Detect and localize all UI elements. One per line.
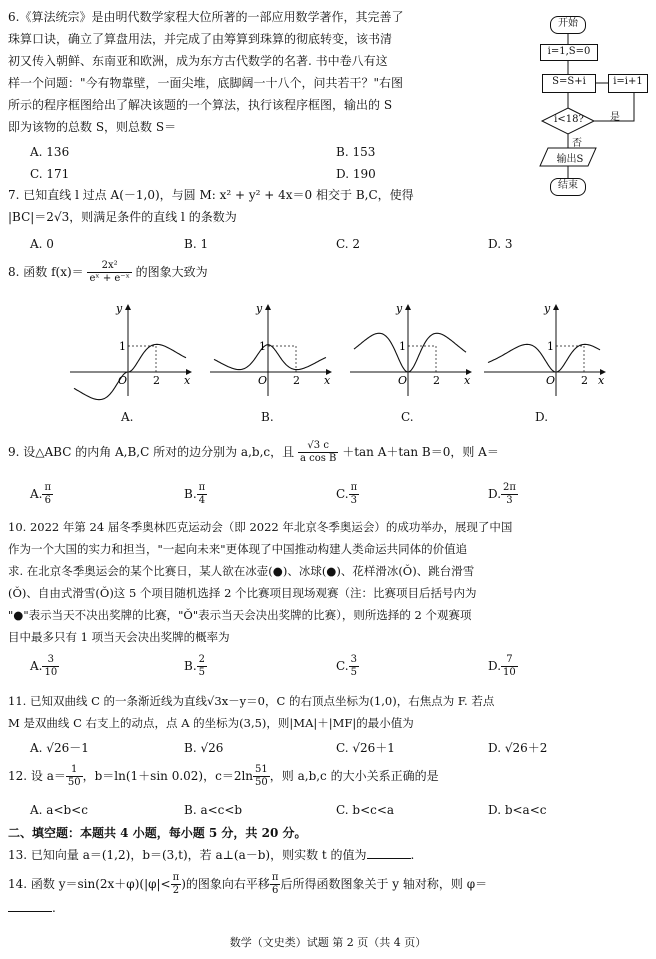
q10-option-d-label: D. [488,659,502,673]
q14-cond-den: 2 [172,885,180,896]
q13-end: . [410,848,415,862]
q10-option-b-label: B. [184,659,197,673]
x-tick-two: 2 [433,374,440,387]
x-axis-label: x [598,374,605,387]
q9-option-c-den: 3 [350,495,358,506]
q6-line: 样一个问题："今有物靠壁，一面尖堆，底脚阔一十八个，问共若干？"右图 [8,76,404,90]
q6-line: 珠算口诀，确立了算盘用法，并完成了由筹算到珠算的彻底转变，该书清 [8,32,393,46]
q14-cond-fraction [171,872,182,897]
q10-option-a[interactable] [30,654,59,679]
q10-options [30,654,630,684]
flowchart-start: 开始 [550,16,586,34]
q12-mid: ，b＝ln(1＋sin 0.02)，c＝2ln [82,769,254,783]
q12-a-num: 1 [66,764,83,777]
question-7 [8,184,414,228]
y-axis-arrow [553,304,559,310]
q11-option-a[interactable]: A. √26－1 [30,741,89,755]
q6-line: 所示的程序框图给出了解决该题的一个算法，执行该程序框图，输出的 S [8,98,393,112]
q8-option-b[interactable]: B. [261,410,274,424]
q7-option-a[interactable]: A. 0 [30,237,54,251]
q8-option-a[interactable]: A. [121,410,134,424]
q10-option-c[interactable] [336,654,359,679]
q12-a-den: 50 [67,777,81,788]
question-10 [8,516,512,648]
flowchart-yes-label: 是 [610,112,620,123]
q10-option-d[interactable] [488,654,518,679]
q12-option-d[interactable]: D. b<a<c [488,803,547,817]
q10-option-c-den: 5 [350,667,357,678]
x-axis-label: x [464,374,471,387]
flowchart [530,8,648,198]
question-11 [8,690,494,734]
flowchart-condition: i<18? [554,114,584,125]
q7-line: 7. 已知直线 l 过点 A(－1,0)，与圆 M: x² + y² + 4x＝0 相交于 B,C，使得 [8,188,414,202]
q9-option-a-label: A. [30,487,43,501]
q9-option-b[interactable] [184,482,207,507]
q6-option-d[interactable]: D. 190 [336,167,376,181]
q6-option-b[interactable]: B. 153 [336,145,376,159]
q9-option-b-num: π [198,482,206,493]
q12-option-a[interactable]: A. a<b<c [30,803,88,817]
question-8 [8,260,208,285]
q14-cond-suffix: ) [181,877,186,891]
q11-option-d[interactable]: D. √26＋2 [488,741,548,755]
q8-option-c[interactable]: C. [401,410,414,424]
q7-option-b[interactable]: B. 1 [184,237,209,251]
x-tick-two: 2 [581,374,588,387]
q14-suffix: 后所得函数图象关于 y 轴对称，则 φ＝ [280,877,488,891]
x-axis-label: x [184,374,191,387]
q14-mid: 的图象向右平移 [185,877,270,891]
q9-option-a[interactable] [30,482,53,507]
q9-option-c-num: π [350,482,358,493]
origin-label: O [398,374,408,387]
q10-line: 目中最多只有 1 项当天会决出奖牌的概率为 [8,630,230,644]
q9-prefix: 9. 设△ABC 的内角 A,B,C 所对的边分别为 a,b,c，且 [8,445,295,459]
q8-curve [354,333,466,372]
y-axis-label: y [116,302,123,315]
origin-label: O [118,374,128,387]
q9-options [30,482,630,512]
q7-option-d[interactable]: D. 3 [488,237,513,251]
q9-option-a-num: π [44,482,52,493]
q10-option-a-den: 10 [44,667,58,678]
q9-suffix: ＋tan A＋tan B＝0，则 A＝ [342,445,499,459]
q13-text: 13. 已知向量 a＝(1,2)，b＝(3,t)，若 a⊥(a－b)，则实数 t 的值为 [8,848,367,862]
q10-option-a-num: 3 [42,654,59,667]
q12-suffix: ，则 a,b,c 的大小关系正确的是 [269,769,439,783]
q12-option-c[interactable]: C. b<c<a [336,803,395,817]
q11-option-c[interactable]: C. √26＋1 [336,741,395,755]
q8-prefix: 8. 函数 f(x)＝ [8,265,84,279]
q12-c-den: 50 [255,777,268,788]
q10-line: 求. 在北京冬季奥运会的某个比赛日，某人欲在冰壶(●)、冰球(●)、花样滑冰(Ǒ)、跳台滑雪 [8,564,475,578]
q14-prefix: 14. 函数 y＝sin(2x＋φ) [8,877,140,891]
q8-graphs [0,300,656,430]
y-tick-one: 1 [119,340,126,353]
y-axis-arrow [265,304,271,310]
q13-answer-blank[interactable] [367,846,411,859]
q12-options [30,800,630,822]
q6-line: 即为该物的总数 S，则总数 S＝ [8,120,177,134]
q9-option-b-label: B. [184,487,197,501]
q10-option-b-num: 2 [198,654,206,665]
q10-line: 作为一个大国的实力和担当，"一起向未来"更体现了中国推动构建人类命运共同体的价值追 [8,542,468,556]
q6-option-c[interactable]: C. 171 [30,167,70,181]
y-axis-label: y [256,302,263,315]
question-14 [8,872,487,919]
question-12 [8,764,439,789]
q8-curve [488,344,600,372]
q12-a-fraction [66,764,83,789]
question-13 [8,844,414,866]
q10-line: "●"表示当天不决出奖牌的比赛，"Ǒ"表示当天会决出奖牌的比赛），则所选择的 2 个观赛项 [8,608,472,622]
flowchart-end: 结束 [550,178,586,196]
origin-label: O [258,374,268,387]
q11-line: M 是双曲线 C 右支上的动点，点 A 的坐标为(3,5)，则|MA|＋|MF|的最小值为 [8,716,414,730]
q11-line: 11. 已知双曲线 C 的一条渐近线为直线√3x－y＝0，C 的右顶点坐标为(1,0)，右焦点为 F. 若点 [8,694,495,708]
q7-options [30,234,630,256]
q10-option-c-label: C. [336,659,349,673]
q9-option-d-label: D. [488,487,502,501]
q10-option-d-den: 10 [503,667,516,678]
y-tick-one: 1 [399,340,406,353]
y-axis-arrow [405,304,411,310]
q6-line: 初又传入朝鲜、东南亚和欧洲，成为东方古代数学的名著. 书中卷八有这 [8,54,388,68]
y-tick-one: 1 [547,340,554,353]
origin-label: O [546,374,556,387]
q8-den: eˣ + e⁻ˣ [89,273,130,284]
q8-curve [214,345,326,370]
page-footer: 数学（文史类）试题 第 2 页（共 4 页） [229,936,427,949]
q6-line: 6.《算法统宗》是由明代数学家程大位所著的一部应用数学著作，其完善了 [8,10,404,24]
q6-options [30,142,530,186]
q14-shift-fraction [270,872,281,897]
q10-option-c-num: 3 [350,654,357,665]
q9-den: a cos B [299,453,337,464]
question-6 [8,6,403,138]
question-9 [8,440,499,465]
q10-option-b-den: 5 [198,667,206,678]
q9-option-c[interactable] [336,482,359,507]
q9-option-d-num: 2π [503,482,516,493]
q10-option-b[interactable] [184,654,207,679]
y-tick-one: 1 [259,340,266,353]
q12-prefix: 12. 设 a＝ [8,769,66,783]
q9-option-b-den: 4 [198,495,206,506]
q10-line: (Ǒ)、自由式滑雪(Ǒ)这 5 个项目随机选择 2 个比赛项目现场观赛（注：比赛项目后括号内为 [8,586,477,600]
q6-option-a[interactable]: A. 136 [30,145,70,159]
q12-option-b[interactable]: B. a<c<b [184,803,243,817]
x-tick-two: 2 [153,374,160,387]
q12-c-fraction [253,764,270,789]
q9-option-a-den: 6 [44,495,51,506]
q14-end: . [52,901,56,915]
q8-suffix: 的图象大致为 [135,265,208,279]
q14-answer-blank[interactable] [8,899,52,912]
q10-option-d-num: 7 [501,654,518,667]
section-2-heading: 二、填空题：本题共 4 小题，每小题 5 分，共 20 分。 [8,826,307,840]
q10-option-a-label: A. [30,659,43,673]
x-axis-label: x [324,374,331,387]
q14-cond-num: π [172,872,180,883]
x-tick-two: 2 [293,374,300,387]
q10-line: 10. 2022 年第 24 届冬季奥林匹克运动会（即 2022 年北京冬季奥运会）的成功举办，展现了中国 [8,520,513,534]
q7-line: |BC|＝2√3，则满足条件的直线 l 的条数为 [8,210,237,224]
q9-num: √3 c [298,440,338,453]
q14-shift-den: 6 [272,885,279,896]
q9-option-d[interactable] [488,482,518,507]
q8-option-d[interactable]: D. [535,410,549,424]
q7-option-c[interactable]: C. 2 [336,237,361,251]
flowchart-update-s: S=S+i [542,74,596,93]
q9-option-c-label: C. [336,487,349,501]
y-axis-label: y [396,302,403,315]
q9-option-d-den: 3 [506,495,513,506]
flowchart-init: i=1,S=0 [540,44,598,61]
q8-num: 2x² [87,260,131,273]
q8-fraction [87,260,131,285]
q11-options [30,738,630,760]
q14-cond-prefix: (|φ|< [139,877,171,891]
flowchart-lines [530,8,648,198]
q14-shift-num: π [271,872,279,883]
q11-option-b[interactable]: B. √26 [184,741,224,755]
q12-c-num: 51 [255,764,268,775]
flowchart-no-label: 否 [572,138,582,149]
y-axis-arrow [125,304,131,310]
flowchart-update-i: i=i+1 [608,74,648,93]
q9-fraction [298,440,338,465]
flowchart-output: 输出S [556,154,584,165]
y-axis-label: y [544,302,551,315]
